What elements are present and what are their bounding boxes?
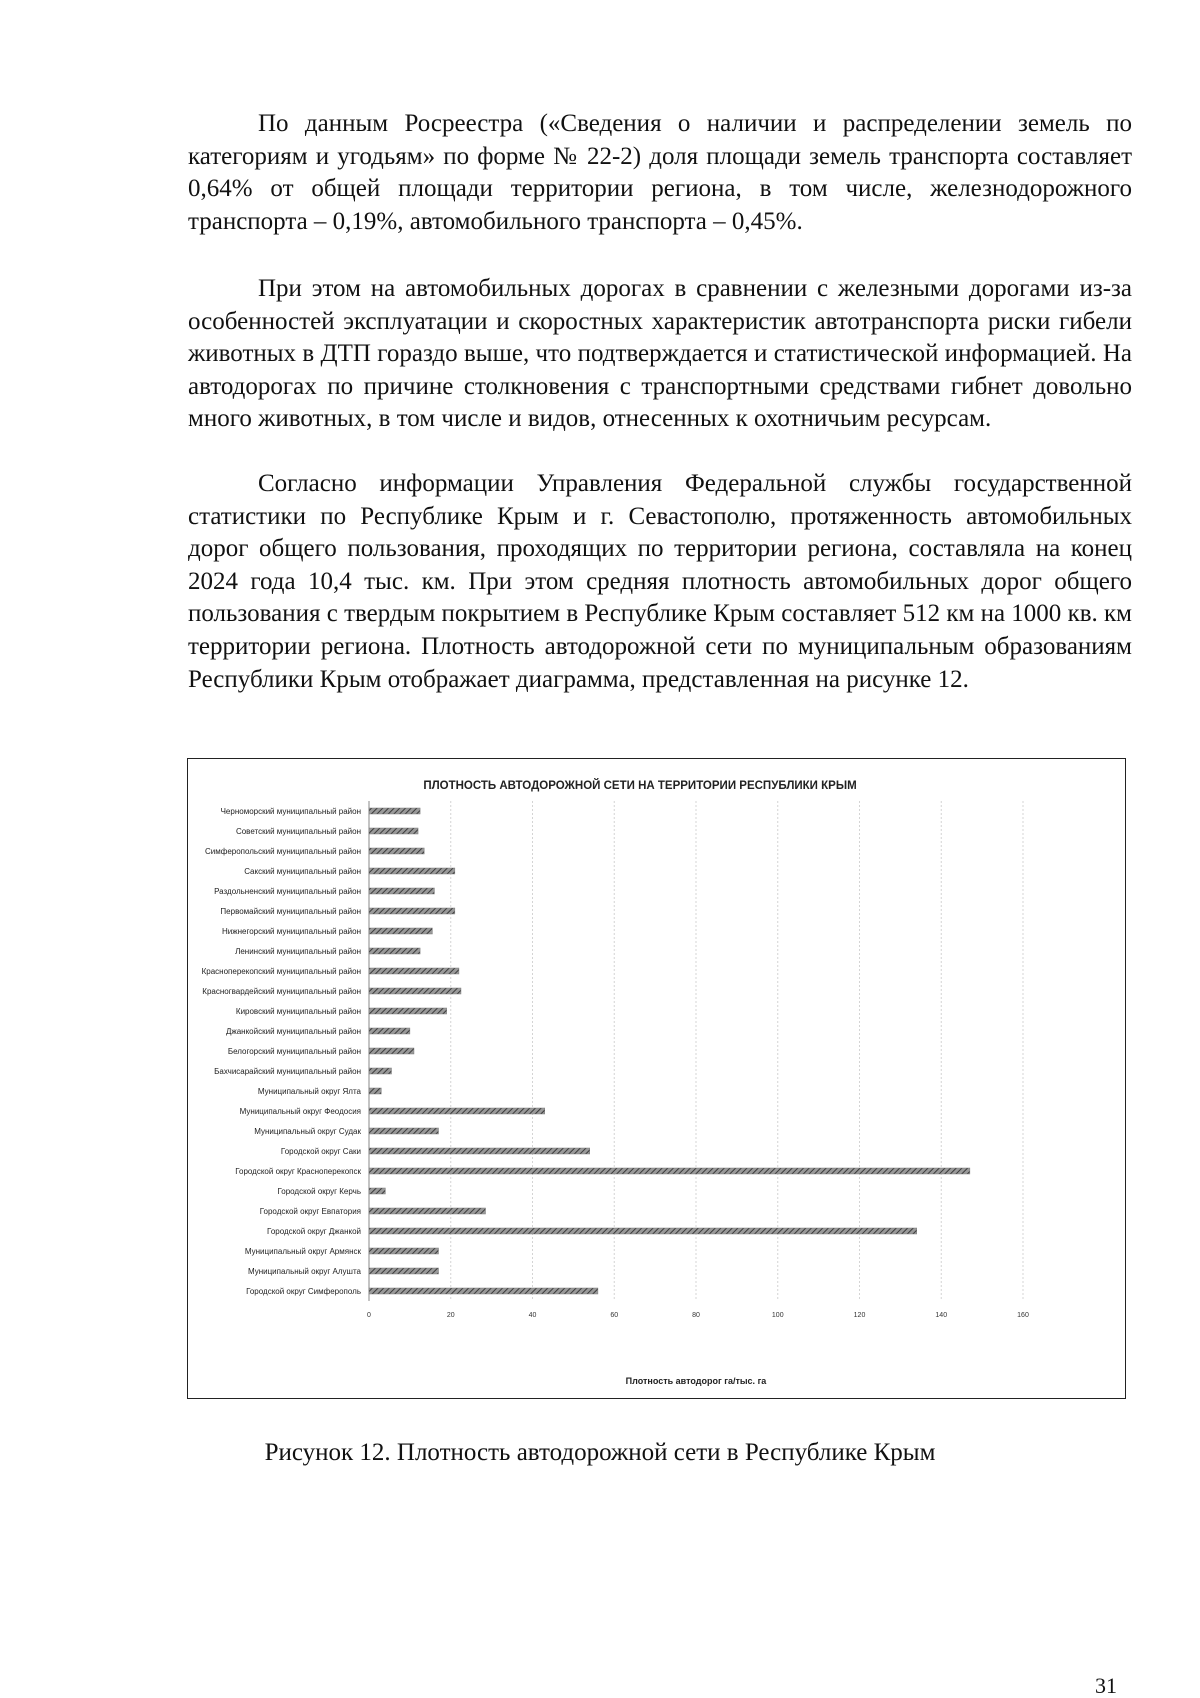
category-label: Раздольненский муниципальный район: [214, 887, 361, 896]
chart-title: ПЛОТНОСТЬ АВТОДОРОЖНОЙ СЕТИ НА ТЕРРИТОРИИ РЕСПУБЛИКИ КРЫМ: [423, 780, 857, 792]
bar: [369, 888, 434, 894]
category-label: Городской округ Саки: [280, 1147, 361, 1156]
bar: [369, 1108, 545, 1114]
bar: [369, 928, 432, 934]
bar: [369, 1208, 485, 1214]
chart-gridlines: [369, 801, 1023, 1301]
category-label: Советский муниципальный район: [235, 827, 361, 836]
bar: [369, 1028, 410, 1034]
category-label: Джанкойский муниципальный район: [225, 1027, 361, 1036]
category-label: Муниципальный округ Алушта: [247, 1267, 361, 1276]
bar: [369, 948, 420, 954]
category-label: Симферопольский муниципальный район: [204, 847, 361, 856]
category-label: Первомайский муниципальный район: [220, 907, 361, 916]
x-tick-label: 80: [692, 1312, 700, 1319]
bar: [369, 1128, 438, 1134]
paragraph-road-density: Согласно информации Управления Федеральной службы государственной статистики по Республике Крым и г. Севастополю, протяженность автомобильных дорог общего пользования, проходящих по территории региона, составляла на конец 2024 года 10,4 тыс. км. При этом средняя плотность автомобильных дорог общего пользования с твердым покрытием в Республике Крым составляет 512 км на 1000 кв. км территории региона. Плотность автодорожной сети по муниципальным образованиям Республики Крым отображает диаграмма, представленная на рисунке 12.: [188, 470, 1132, 693]
category-label: Муниципальный округ Судак: [254, 1127, 361, 1136]
chart-x-ticks: [367, 1312, 1029, 1319]
bar: [369, 1008, 447, 1014]
x-tick-label: 20: [446, 1312, 455, 1319]
bar: [369, 1228, 917, 1234]
bar: [369, 1068, 391, 1074]
bar: [369, 1088, 381, 1094]
category-label: Черноморский муниципальный район: [220, 807, 361, 816]
bar: [369, 828, 418, 834]
bar: [369, 868, 455, 874]
category-label: Городской округ Евпатория: [259, 1207, 361, 1216]
paragraph-rosreestr: По данным Росреестра («Сведения о наличии и распределении земель по категориям и угодьям» по форме № 22-2) доля площади земель транспорта составляет 0,64% от общей площади территории региона, в том числе, железнодорожного транспорта – 0,19%, автомобильного транспорта – 0,45%.: [188, 110, 1132, 235]
x-tick-label: 140: [935, 1312, 948, 1319]
x-axis-label: Плотность автодорог га/тыс. га: [625, 1376, 767, 1386]
figure-caption: Рисунок 12. Плотность автодорожной сети в Республике Крым: [264, 1439, 936, 1466]
bar: [369, 968, 459, 974]
bar: [369, 808, 420, 814]
category-label: Ленинский муниципальный район: [235, 947, 361, 956]
category-label: Нижнегорский муниципальный район: [221, 927, 361, 936]
x-tick-label: 40: [528, 1312, 537, 1319]
bar: [369, 848, 424, 854]
chart-frame: [187, 758, 1126, 1399]
x-tick-label: 120: [853, 1312, 866, 1319]
x-tick-label: 100: [771, 1312, 784, 1319]
category-label: Муниципальный округ Феодосия: [239, 1107, 361, 1116]
chart-bars: [369, 808, 970, 1294]
page-number: 31: [1095, 1673, 1117, 1698]
category-label: Городской округ Джанкой: [267, 1227, 361, 1236]
road-density-chart: [188, 759, 1124, 1397]
bar: [369, 988, 461, 994]
paragraph-road-risks: При этом на автомобильных дорогах в сравнении с железными дорогами из-за особенностей эксплуатации и скоростных характеристик автотранспорта риски гибели животных в ДТП гораздо выше, что подтверждается и статистической информацией. На автодорогах по причине столкновения с транспортными средствами гибнет довольно много животных, в том числе и видов, отнесенных к охотничьим ресурсам.: [188, 275, 1132, 433]
category-label: Кировский муниципальный район: [235, 1007, 361, 1016]
bar: [369, 1288, 598, 1294]
x-tick-label: 160: [1017, 1312, 1029, 1319]
category-label: Красногвардейский муниципальный район: [202, 987, 361, 996]
category-label: Белогорский муниципальный район: [227, 1047, 361, 1056]
bar: [369, 1148, 590, 1154]
x-tick-label: 60: [610, 1312, 619, 1319]
category-label: Сакский муниципальный район: [244, 867, 361, 876]
bar: [369, 1168, 970, 1174]
x-tick-label: 0: [367, 1312, 371, 1319]
category-label: Городской округ Керчь: [277, 1187, 361, 1196]
category-label: Городской округ Красноперекопск: [235, 1167, 361, 1176]
category-label: Красноперекопский муниципальный район: [201, 967, 361, 976]
chart-category-labels: [202, 807, 362, 1296]
category-label: Муниципальный округ Ялта: [257, 1087, 361, 1096]
bar: [369, 1268, 438, 1274]
bar: [369, 1048, 414, 1054]
bar: [369, 1248, 438, 1254]
bar: [369, 908, 455, 914]
category-label: Городской округ Симферополь: [246, 1287, 361, 1296]
category-label: Муниципальный округ Армянск: [244, 1247, 361, 1256]
bar: [369, 1188, 385, 1194]
category-label: Бахчисарайский муниципальный район: [214, 1067, 361, 1076]
